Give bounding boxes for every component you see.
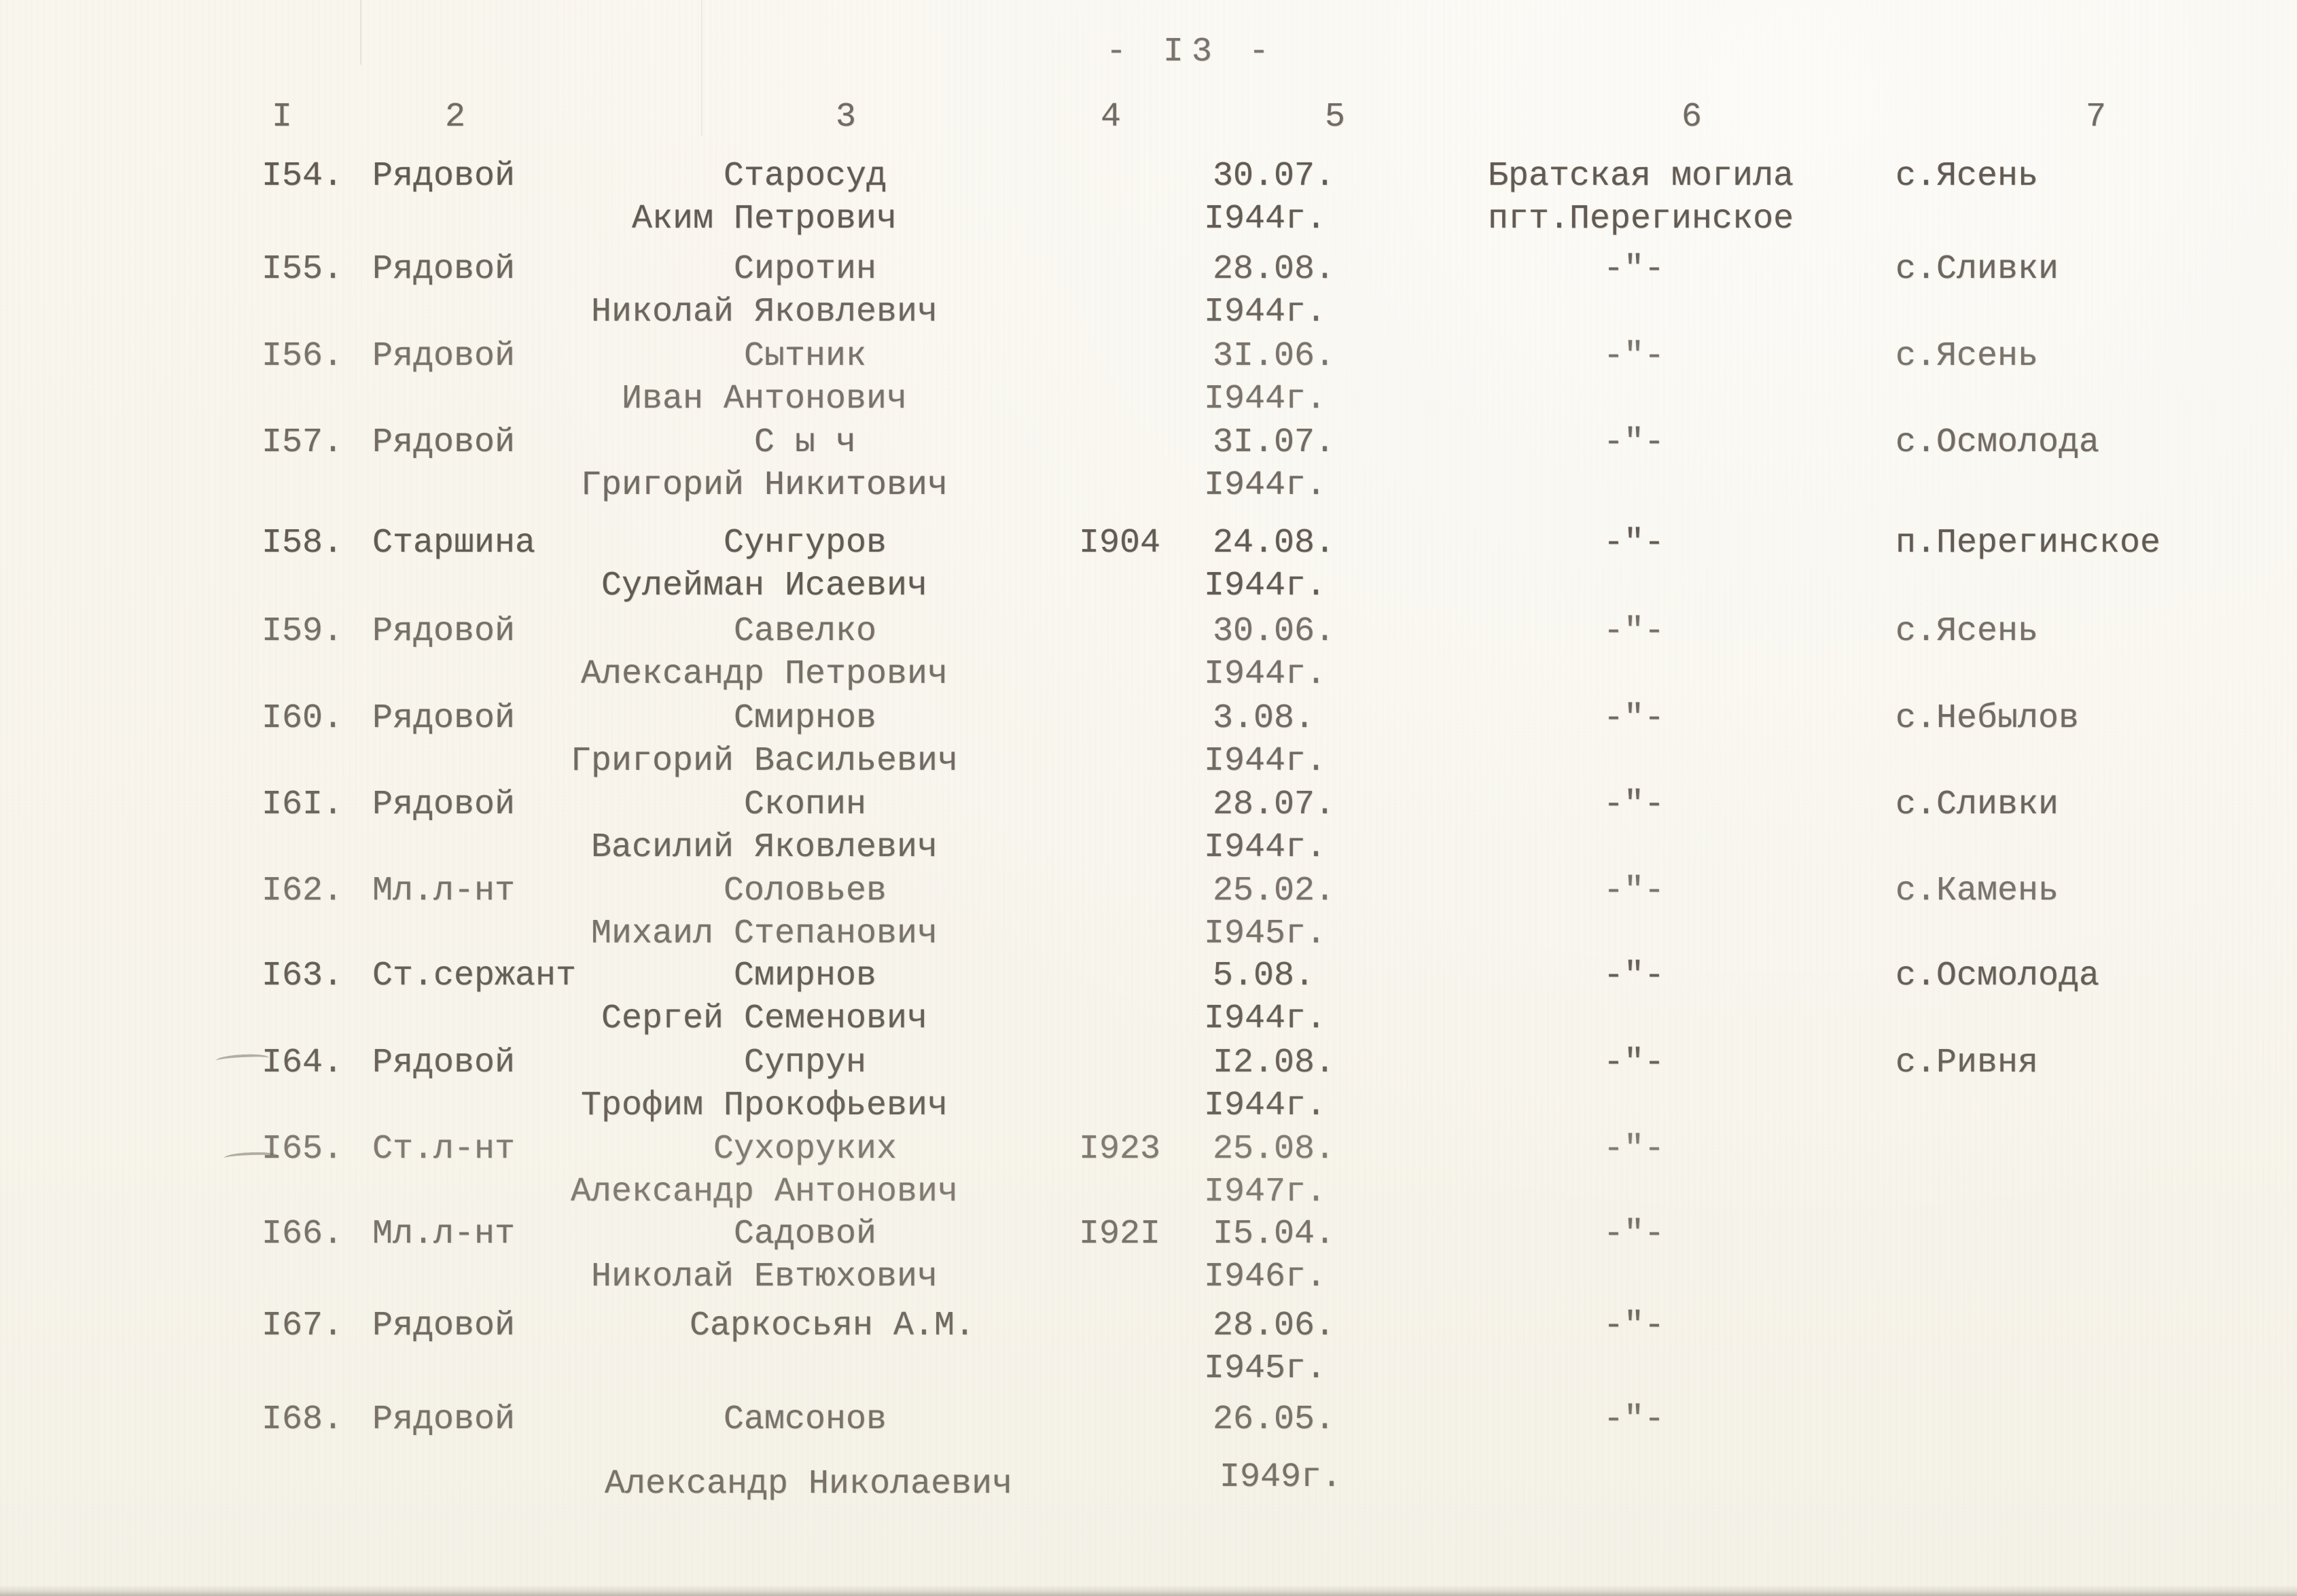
surname: Смирнов (733, 957, 877, 995)
surname: Садовой (733, 1215, 877, 1254)
column-header-3: 3 (836, 98, 857, 137)
scan-bottom-edge (0, 1585, 2297, 1596)
ditto-mark: -"- (1603, 1400, 1664, 1439)
rank: Рядовой (372, 1307, 516, 1345)
death-date: 28.07. (1213, 785, 1336, 824)
rank: Рядовой (372, 250, 516, 289)
settlement: с.Осмолода (1895, 957, 2100, 995)
death-date: 25.02. (1213, 872, 1336, 910)
ditto-mark: -"- (1603, 524, 1664, 563)
rank: Ст.сержант (372, 957, 577, 995)
death-year: I944г. (1204, 828, 1327, 867)
ditto-mark: -"- (1603, 699, 1664, 738)
ditto-mark: -"- (1603, 1215, 1664, 1254)
surname: Смирнов (733, 699, 877, 738)
death-year: I944г. (1204, 293, 1327, 332)
burial-place-line1: Братская могила (1488, 157, 1794, 196)
settlement: с.Осмолода (1895, 423, 2100, 462)
rank: Рядовой (372, 337, 516, 376)
settlement: с.Камень (1895, 872, 2059, 910)
rank: Рядовой (372, 157, 516, 196)
given-name: Иван Антонович (621, 380, 908, 419)
row-number: I66. (262, 1215, 344, 1254)
given-name: Александр Петрович (580, 655, 948, 694)
birth-year: I923 (1079, 1130, 1161, 1169)
settlement: п.Перегинское (1895, 524, 2161, 563)
death-date: 3.08. (1213, 699, 1315, 738)
surname: Соловьев (723, 872, 887, 910)
pencil-dash-mark (216, 1053, 270, 1065)
rank: Старшина (372, 524, 536, 563)
death-year: I944г. (1204, 380, 1327, 419)
death-year: I944г. (1204, 466, 1327, 505)
row-number: I56. (262, 337, 344, 376)
rank: Рядовой (372, 1400, 516, 1439)
ditto-mark: -"- (1603, 1307, 1664, 1345)
given-name: Трофим Прокофьевич (580, 1086, 948, 1125)
settlement: с.Ясень (1895, 612, 2039, 651)
given-name: Василий Яковлевич (590, 828, 938, 867)
settlement: с.Небылов (1895, 699, 2080, 738)
row-number: I57. (262, 423, 344, 462)
death-date: 5.08. (1213, 957, 1315, 995)
row-number: I68. (262, 1400, 344, 1439)
column-header-7: 7 (2086, 98, 2107, 137)
row-number: I55. (262, 250, 344, 289)
row-number: I60. (262, 699, 344, 738)
death-date: I5.04. (1213, 1215, 1336, 1254)
death-date: 25.08. (1213, 1130, 1336, 1169)
ditto-mark: -"- (1603, 337, 1664, 376)
birth-year: I92I (1079, 1215, 1161, 1254)
rank: Мл.л-нт (372, 1215, 516, 1254)
given-name: Николай Евтюхович (590, 1258, 938, 1296)
death-year: I944г. (1204, 200, 1327, 238)
ditto-mark: -"- (1603, 1044, 1664, 1082)
surname: Сытник (743, 337, 867, 376)
given-name: Сулейман Исаевич (601, 567, 928, 605)
rank: Рядовой (372, 423, 516, 462)
given-name: Аким Петрович (631, 200, 897, 238)
death-year: I944г. (1204, 1086, 1327, 1125)
death-year: I945г. (1204, 1349, 1327, 1388)
surname: Сунгуров (723, 524, 887, 563)
death-year: I944г. (1204, 567, 1327, 605)
settlement: с.Сливки (1895, 785, 2059, 824)
birth-year: I904 (1079, 524, 1161, 563)
ditto-mark: -"- (1603, 250, 1664, 289)
burial-place-line2: пгт.Перегинское (1488, 200, 1794, 238)
row-number: I63. (262, 957, 344, 995)
death-date: 3I.06. (1213, 337, 1336, 376)
death-year: I949г. (1219, 1458, 1342, 1497)
pencil-dash-mark (224, 1152, 279, 1163)
given-name: Александр Николаевич (605, 1465, 1013, 1504)
surname: С ы ч (753, 423, 857, 462)
death-date: 30.07. (1213, 157, 1336, 196)
surname: Савелко (733, 612, 877, 651)
ditto-mark: -"- (1603, 872, 1664, 910)
given-name: Михаил Степанович (590, 915, 938, 953)
column-header-5: 5 (1325, 98, 1346, 137)
column-header-4: 4 (1101, 98, 1122, 137)
surname: Скопин (743, 785, 867, 824)
death-year: I946г. (1204, 1258, 1327, 1296)
settlement: с.Ясень (1895, 157, 2039, 196)
rank: Рядовой (372, 1044, 516, 1082)
row-number: I6I. (262, 785, 344, 824)
scan-fold-line (701, 0, 702, 136)
row-number: I65. (262, 1130, 344, 1169)
rank: Ст.л-нт (372, 1130, 516, 1169)
given-name: Григорий Никитович (580, 466, 948, 505)
row-number: I67. (262, 1307, 344, 1345)
death-date: 28.06. (1213, 1307, 1336, 1345)
row-number: I54. (262, 157, 344, 196)
ditto-mark: -"- (1603, 423, 1664, 462)
settlement: с.Сливки (1895, 250, 2059, 289)
ditto-mark: -"- (1603, 785, 1664, 824)
ditto-mark: -"- (1603, 612, 1664, 651)
surname: Сиротин (733, 250, 877, 289)
row-number: I58. (262, 524, 344, 563)
death-date: 3I.07. (1213, 423, 1336, 462)
death-year: I944г. (1204, 999, 1327, 1038)
given-name: Николай Яковлевич (590, 293, 938, 332)
death-date: 26.05. (1213, 1400, 1336, 1439)
column-header-1: I (272, 98, 293, 137)
surname: Самсонов (723, 1400, 887, 1439)
column-header-6: 6 (1681, 98, 1703, 137)
given-name: Григорий Васильевич (570, 742, 959, 781)
settlement: с.Ясень (1895, 337, 2039, 376)
ditto-mark: -"- (1603, 1130, 1664, 1169)
row-number: I59. (262, 612, 344, 651)
surname: Супрун (743, 1044, 867, 1082)
death-date: 24.08. (1213, 524, 1336, 563)
row-number: I64. (262, 1044, 344, 1082)
death-year: I947г. (1204, 1173, 1327, 1211)
death-date: I2.08. (1213, 1044, 1336, 1082)
given-name: Сергей Семенович (601, 999, 928, 1038)
settlement: с.Ривня (1895, 1044, 2039, 1082)
given-name: Александр Антонович (570, 1173, 959, 1211)
death-year: I945г. (1204, 915, 1327, 953)
page-number: - I3 - (1106, 33, 1278, 71)
row-number: I62. (262, 872, 344, 910)
rank: Рядовой (372, 785, 516, 824)
death-year: I944г. (1204, 655, 1327, 694)
surname: Старосуд (723, 157, 887, 196)
rank: Рядовой (372, 699, 516, 738)
surname: Сухоруких (713, 1130, 897, 1169)
surname: Саркосьян А.М. (689, 1307, 976, 1345)
rank: Мл.л-нт (372, 872, 516, 910)
death-date: 30.06. (1213, 612, 1336, 651)
rank: Рядовой (372, 612, 516, 651)
ditto-mark: -"- (1603, 957, 1664, 995)
column-header-2: 2 (445, 98, 466, 137)
scan-fold-line (360, 0, 361, 65)
death-date: 28.08. (1213, 250, 1336, 289)
death-year: I944г. (1204, 742, 1327, 781)
